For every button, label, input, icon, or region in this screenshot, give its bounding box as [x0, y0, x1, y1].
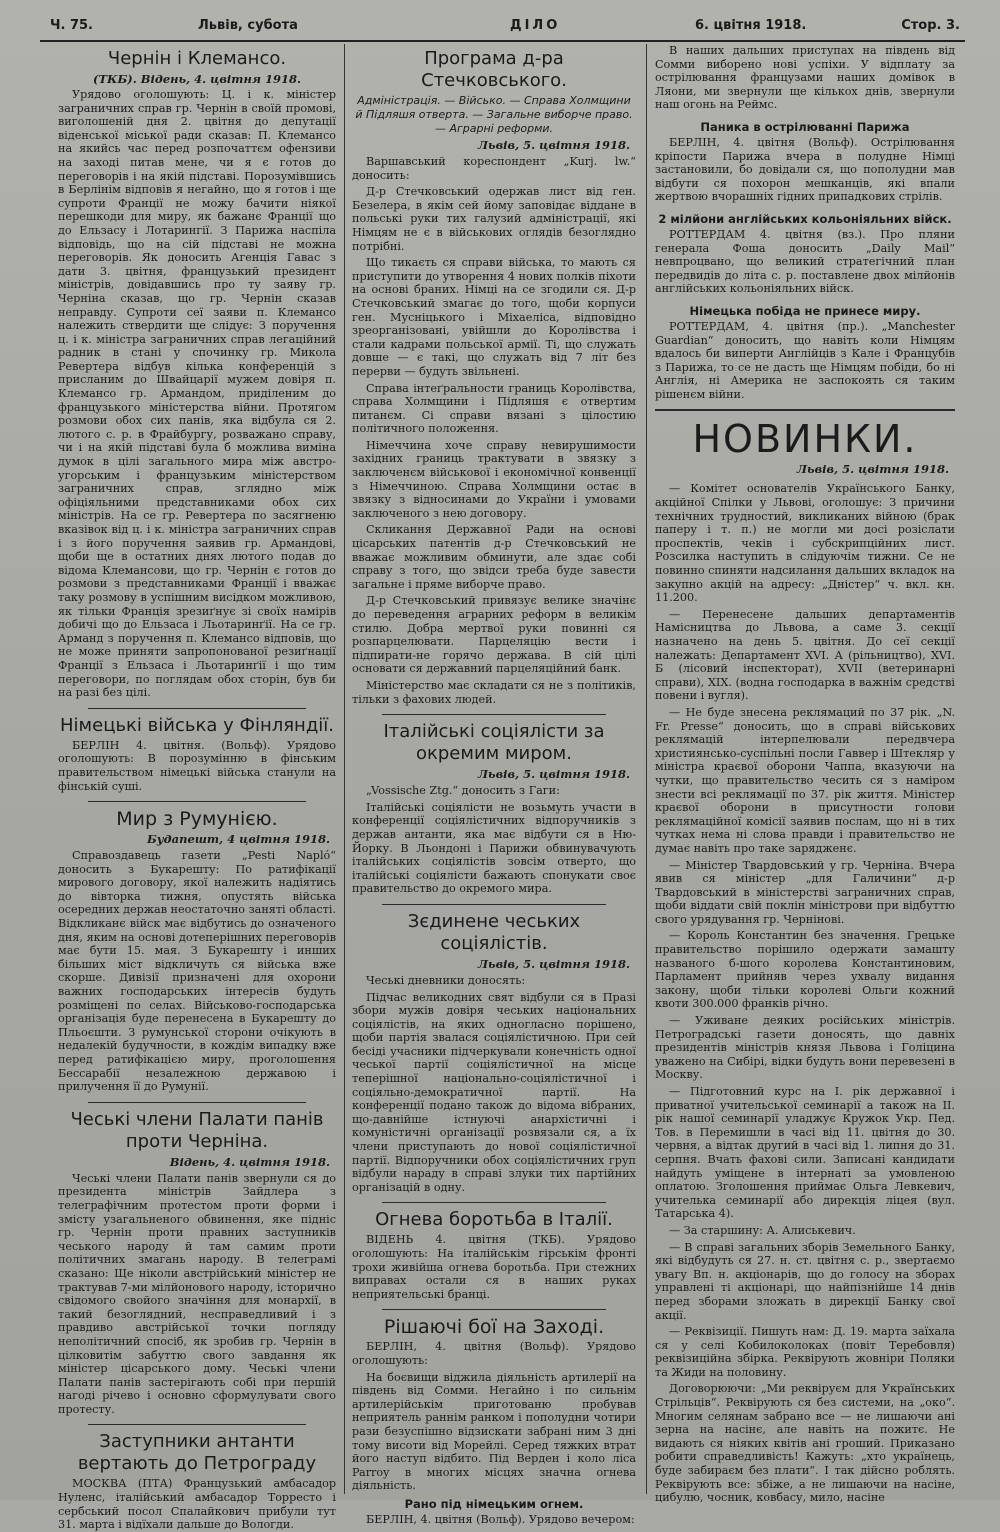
article-romania	[58, 808, 336, 1094]
news-item: — Уживане деяких російських міністрів. Петроградські газети доносять, що давніх президентів міністрів князя Львова і Голіцина уважено на Сибірі, відки будуть вони перевезені в Москву.	[655, 1014, 955, 1082]
article-title: Програма д-ра Стечковського.	[421, 48, 567, 91]
city-day: Львів, субота	[198, 18, 298, 33]
article-steczkowski	[352, 48, 636, 706]
article-dateline: Львів, 5. цвітня 1918.	[477, 767, 630, 782]
paragraph: Міністерство має складати ся не з політиків, тільки з фахових людей.	[352, 678, 636, 706]
paragraph: БЕРЛІН, 4. цвітня (Вольф). Урядово вечером:	[366, 1512, 635, 1526]
divider	[382, 1309, 606, 1310]
column-3	[655, 44, 955, 1505]
divider	[88, 708, 306, 709]
article-body: РОТТЕРДАМ 4. цвітня (вз.). Про пляни генерала Фоша доносить „Daily Mail“ невпроцвано, що великий стратегічний план передвидів до літа с. р. поставлене двох мілйонів англійських кольоніяльних війск.	[655, 227, 955, 296]
article-colonial-troops	[655, 212, 955, 296]
article-title: Мир з Румунією.	[116, 808, 278, 831]
article-subtitle: Адміністрація. — Військо. — Справа Холмщини й Підляшя отверта. — Загальне виборче право. — Аграрні реформи.	[355, 94, 633, 135]
article-body: Урядово оголошують: Ц. і к. міністер заграничних справ гр. Чернін в своїй промові, виголошеній дня 2. цвітня до депутації віденської міської ради сказав: П. Клемансо на якийсь час перед розпочаттєм офензиви на заході питав мене, чи я є готов до переговорів і на якій підставі. Порозумівшись в Берлінім відповів я негайно, що я готов і ще супроти Франції не можу бачити ніякої перешкоди для миру, як бажанє Франції що до Ельзасу і Лотарингії. З Парижа наспіла відповідь, що на сій підставі не можна переговорів. Як доносить Агенція Гавас з дати 3. цвітня, французький президент міністрів, довідавшись про ту заяву гр. Черніна сказав, що гр. Чернін сказав неправду. Супроти сеї заяви п. Клемансо належить ствердити ще слідує: З поручення ц. і к. міністра заграничних справ легаційний радник в стані у спочинку гр. Микола Ревертера відбув кілька конференцій з присланим до Швайцарії мужем довіря п. Клемансо гр. Армандом, приділеним до французького міністерства війни. Протягом розмови обох сих панів, яка відбула ся 2. лютого с. р. в Фрайбургу, розважано справу, чи і на якій підставі була б можлива виміна думок в цілі загального мира між австро-угорським і французьким міністерством заграничних справ, зглядно між офіціяльними представниками обох сих міністрів. На се гр. Ревертера по засягненю вказівок від ц. і к. міністра заграничних справ і з його поручення заявив гр. Армандові, щоби ще в остатних днях лютого подав до відома Клемансови, що гр. Чернін є готов до розмови з представниками Франції і вважає таку розмову в успішним висідком можливою, як тільки Франція зрезиґнує зі своїх намірів добичі що до Ельзаса і Льотаринґії. На се гр. Арманд з поручення п. Клемансо відповів, що не може приняти запропонованої резиґнації Франції з Ельзаса і Льотаринґії і що тим переговори, по поглядам обох сторін, був би на разі без цілі.	[58, 88, 336, 700]
paragraph: Д-р Стечковський одержав лист від ген. Безелера, в якім сей йому заповідає віддане в польські руки тих галузий адміністрації, які Німцям не є в військових оглядів безоглядно потрібні.	[352, 185, 636, 253]
article-title: Чернін і Клемансо.	[107, 48, 287, 69]
paragraph: Італійські соціялісти не возьмуть участи в конференції соціялістичних відпоручників з держав антанти, яка має відбути ся в Ню-Йорку. В Льондоні і Парижи обвинувачують італійських соціялістів зовсім отверто, що італійські соціялісти бажають спонукати своє правительство до окремого мира.	[352, 800, 636, 896]
news-item: — За старшину: А. Алиськевич.	[669, 1223, 856, 1237]
article-czech-lords	[58, 1109, 336, 1417]
divider	[88, 1102, 306, 1103]
news-item: — Король Константин без значення. Грецьке правительство порішило одержати замашту названого б-шого королева Константиновим, Парламент прийняв через ухвалу видання закону, щоби тільки королеві Ольги кожний квоти 300.000 франків річно.	[655, 929, 955, 1011]
article-body: ВІДЕНЬ 4. цвітня (ТКБ). Урядово оголошують: На італійськім гірськім фронті трохи живійша огнева боротьба. При стежних виправах остали ся в наших руках неприятельські бранці.	[352, 1233, 636, 1301]
article-title: Зєдинене чеських соціялістів.	[407, 910, 581, 954]
article-body: Справоздавець газети „Pesti Napló“ доносить з Букарешту: По ратифікації мирового договору, якої належить надіятись до вівторка тижня, опустять війська осередних держав неостаточно заняті області. Відкликанє війск має відбутись до означеного дня, яким на основі дотеперішних переговорів має бути 15. мая. З Букарешту і инших більших міст відкличуть ся війська вже скорше. Дивізії призначені для охорони важних господарських інтересів будуть розміщені по селах. Військово-господарська організація буде перенесена в Букарешту до Пльоєшти. З румунської сторони очікують в недалекій будучности, в кождім випадку вже перед ратифікацією миру, проголошення Бессарабії незалежною державою і прилучення її до Румунії.	[58, 849, 337, 1094]
article-dateline: Львів, 5. цвітня 1918.	[477, 138, 630, 152]
article-subhead: Рано під німецьким огнем.	[404, 1496, 584, 1511]
news-item: — Реквізиції. Пишуть нам: Д. 19. марта заїхала ся у селі Кобилоколоках (повіт Теребовля) реквізиційна збірка. Реквірують жовніри Поляки та Жиди на половину.	[655, 1325, 955, 1379]
article-subhead: 2 мілйони англійських кольоніяльних війск.	[658, 211, 952, 226]
news-item: — Підготовний курс на І. рік державної і приватної учительської семинарії а також на ІІ. рік нашої семинарії уладжує Кружок Укр. Пед. Тов. в Перемишли в часі від 11. цвітня до 30. червня, а відтак другий в часі від 1. липня до 31. серпня. Вчать фахові сили. Записані кандидати найдуть уміщене в інтернаті за умовленою оплатою. Зголошення приймає Ольга Левкевич, учителька семинарії або дирекція ліцея (вул. Татарська 4).	[655, 1085, 955, 1221]
news-dateline: Львів, 5. цвітня 1918.	[796, 462, 949, 477]
article-italian-socialists	[352, 721, 636, 896]
article-title: Італійські соціялісти за окремим миром.	[383, 721, 605, 765]
masthead	[40, 14, 965, 42]
news-section	[655, 417, 955, 1504]
issue-number: Ч. 75.	[50, 18, 93, 33]
divider	[382, 904, 606, 905]
article-western-battles	[352, 1316, 636, 1526]
paragraph: Д-р Стечковський привязує велике значінє до переведення аграрних реформ в великім стилю. Добра мертвої руки повинні ся розпарцелювати. Парцеляцію вести і підпирати-не горячо держава. В сій цілі основати ся державний парцеляційний банк.	[352, 594, 636, 676]
article-german-victory	[655, 304, 955, 402]
news-item: — Міністер Твардовський у гр. Черніна. Вчера явив ся міністер „для Галичини“ д-р Твардовський в міністерстві заграничних справ, щоби віддати свій поклін міністрови при відбуттю свого урядування гр. Чернінові.	[655, 858, 955, 926]
news-item: — Не буде знесена реклямаций по 37 рік. „N. Fr. Presse“ доносить, що в справі військових реклямацій інтерпелювали передвчера християнсько-суспільні посли Гаввер і Штекляр у міністра краєвої оборони Чаппа, вказуючи на чутки, що правительство чесить ся з наміром знести всі реклямації по 37. рік життя. Міністер краєвої оборони в присутности голови реклямаційної комісії заявив послам, що ні в тих чутках нема ні слова правди і правительство не думає навіть про таке зарядженє.	[655, 705, 955, 855]
column-2	[352, 44, 636, 1526]
article-title: Чеські члени Палати панів проти Черніна.	[70, 1108, 324, 1152]
column-rule	[646, 44, 647, 1494]
article-entente-envoys	[58, 1431, 336, 1531]
paragraph: Справа інтеґральности границь Королівства, справа Холмщини і Підляшя є отвертим питанєм. Сі справи вязані з цілостию політичного положення.	[352, 381, 636, 436]
divider	[88, 1424, 306, 1425]
article-title: Рішаючі бої на Заході.	[383, 1316, 605, 1339]
article-paris-shelling	[655, 120, 955, 204]
divider	[88, 801, 306, 802]
news-item: — Перенесене дальших департаментів Намісництва до Львова, а саме 3. секції назначено на день 5. цвітня. До сеї секції належать: Департамент XVI. А (рільництво), XVI. Б (лісовий інспекторат), XVII (ветеринарні справи), XIX. (водна господарка в важнім средстві повени і вугля).	[655, 607, 955, 703]
article-lead: (ТКБ). Відень, 4. цвітня 1918.	[93, 72, 301, 86]
news-item: Договорюючи: „Ми реквіруєм для Українських Стрільців“. Реквірують ся без системи, на „око“. Многим селянам забрано все — не лишаючи ані зерна на насінє, але навіть на пожитє. Не видають ся ніяких квітів ані гроший. Приказано робити справедливість! Кажуть: „хто українець, буде забираєм без плати“. І так дійсно роблять. Реквірують все: збіже, а не лишаючи на насіне, цибулю, чосник, ковбасу, мило, насіне	[655, 1382, 955, 1505]
paragraph: Чеські дневники доносять:	[366, 973, 526, 987]
news-item: — В справі загальних зборів Земельного Банку, які відбудуть ся 27. н. ст. цвітня с. р., звертаємо увагу Вп. н. акціонарів, що до голосу на зборах управлені ті акціонарі, що найпізнійше 14 днів перед зборами зложать в дирекції Банку свої акції.	[655, 1240, 955, 1322]
article-czech-socialists	[352, 911, 636, 1195]
paragraph: На боєвищи віджила діяльність артилерії на південь від Сомми. Негайно і по сильнім артилерійськім приготованю пробував неприятель раннім ранком і пополудни чотири рази безуспішно відзискати забрані ним 3 дні тому висоти від Морейлі. Серед тяжких втрат його наступ відбито. Під Верден і коло ліса Parroy в многих місцях значна огнева діяльність.	[352, 1370, 636, 1493]
article-somme-continued	[655, 44, 955, 112]
article-body: БЕРЛІН 4. цвітня. (Вольф). Урядово оголошують: В порозумінню в фінським правительством німецькі війська станули на фінській суші.	[58, 738, 336, 793]
article-dateline: Відень, 4. цвітня 1918.	[169, 1154, 330, 1169]
article-body: Чеські члени Палати панів звернули ся до президента міністрів Зайдлера з телеграфічним протестом проти форми і змісту узагальненого обвинення, яке підніс гр. Чернін проти правних заступників чеського народу й там самим проти політичних змагань народу. В телеграмі сказано: Ще ніколи австрійський міністер не трактував 7-ми мілйонового народу, історично свідомого свойого значіння для монархії, в такий безоглядний, несправедливий і з правдиво австрійської точки погляду неполітичний спосіб, як зробив гр. Чернін в цілковитім забуттю свого завдання як міністер цісарського дому. Чеські члени Палати панів застерігають собі при першій нагоді річево і основно сформулувати свого протесту.	[58, 1171, 336, 1416]
article-title: Огнева боротьба в Італії.	[375, 1209, 613, 1231]
paragraph: „Vossische Ztg.“ доносить з Гаги:	[366, 784, 560, 798]
article-finland	[58, 715, 336, 793]
article-body: БЕРЛІН, 4. цвітня (Вольф). Острілювання кріпости Парижа вчера в полудне Німці застановили, бо довідали ся, що пополудни мав відбути ся похорон мешканців, які впали жертвою вчорашніх гідних припадкових стрілів.	[655, 135, 955, 204]
article-body: В наших дальших приступах на південь від Сомми виборено нові успіхи. У відплату за острілювання французами наших домівок в Ляони, ми звернули ще кількох днів, звернули наш огонь на Реймс.	[655, 44, 955, 112]
paragraph: Скликання Державної Ради на основі цісарських патентів д-р Стечковський не вважає можливим обминути, але здає собі справу з того, що звідси треба буде завести загальне і пряме виборче право.	[352, 523, 636, 591]
divider	[382, 714, 606, 715]
page-number: Стор. 3.	[901, 18, 960, 33]
paragraph: Що тикаєть ся справи війська, то мають ся приступити до утворення 4 нових полків піхоти на основі браних. Німці на се згодили ся. Д-р Стечковський змагає до того, щоби корпуси ген. Мусніцького і Міхаеліса, відповідно зреорганізовані, увійшли до Королівства і стали кадрами польської армії. Ті, що служать довше — є такі, що служать від 7 літ без перерви — будуть звільнені.	[352, 256, 636, 378]
paragraph: Підчас великодних свят відбули ся в Празі збори мужів довіря чеських національних соціялістів, на яких одногласно порішено, щоби партія звалася соціялістичною. При сей бесіді учасники підчеркували конечність одної чеської партії соціялістичної на місце теперішної національно-соціялістичної і соціяльно-демократичної партії. На конференції подано також до відома вібраних, що-давнійше істнуючі анархістичні і комуністичні організації розвязали ся, а їх члени приступають до нової соціялістичної партії. Відпоручники обох соціялістичних груп відбули нараду в справі злуки тих партійних організацій в одну.	[352, 990, 636, 1194]
news-section-title: НОВИНКИ.	[692, 417, 918, 462]
article-dateline: Львів, 5. цвітня 1918.	[477, 956, 630, 971]
divider	[655, 409, 955, 411]
article-dateline: Будапешт, 4 цвітня 1918.	[146, 832, 330, 847]
paragraph: Німеччина хоче справу невирушимости західних границь трактувати в звязку з заключенєм військової і економічної конвенції з Німеччиною. Справа Холмщини остає в звязку з відносинами до України і умовами заключеного з нею договору.	[352, 438, 636, 520]
issue-date: 6. цвітня 1918.	[695, 18, 807, 33]
paragraph: Варшавський кореспондент „Kurj. lw.“ доносить:	[352, 155, 636, 182]
article-title: Заступники антанти вертають до Петрограду	[77, 1431, 317, 1475]
article-italy-fire	[352, 1209, 636, 1301]
divider	[382, 1202, 606, 1203]
paper-title: ДІЛО	[510, 18, 561, 33]
article-subhead: Паника в острілюванні Парижа	[700, 119, 910, 134]
column-rule	[344, 44, 345, 1494]
article-subhead: Німецька побіда не принесе миру.	[689, 303, 921, 318]
news-item: — Комітет основателів Українського Банку, акційної Спілки у Львові, оголошує: З причини технічних трудностий, викликаних війною (брак паперу і т. п.) не могли ми досі розіслати проспектів, чеків і субскрипційних лист. Розсилка наступить в слідуючім тижни. Се не повинно спиняти надсилання дальших вкладок на закупно акцій на адресу: „Дністер“ ч. вкл. кн. 11.200.	[655, 482, 955, 605]
article-body: РОТТЕРДАМ, 4. цвітня (пр.). „Manchester Guardian“ доносить, що навіть коли Німцям вдалось би виперти Англійців з Кале і Францубів з Парижа, то се не дасть ще Німцям побіди, бо ні Англія, ні Америка не заспокоять ся таким рішенєм війни.	[655, 319, 955, 401]
article-chernin-clemenceau	[58, 48, 336, 700]
column-1	[58, 44, 337, 1532]
article-title: Німецькі війська у Фінляндії.	[60, 714, 334, 736]
article-body: МОСКВА (ПТА) Французький амбасадор Нуленс, італійський амбасадор Торресто і сербський посол Спалайкович прибули тут 31. марта і відїхали дальше до Вологди.	[58, 1477, 336, 1532]
paragraph: БЕРЛІН, 4. цвітня (Вольф). Урядово оголошують:	[352, 1340, 636, 1367]
